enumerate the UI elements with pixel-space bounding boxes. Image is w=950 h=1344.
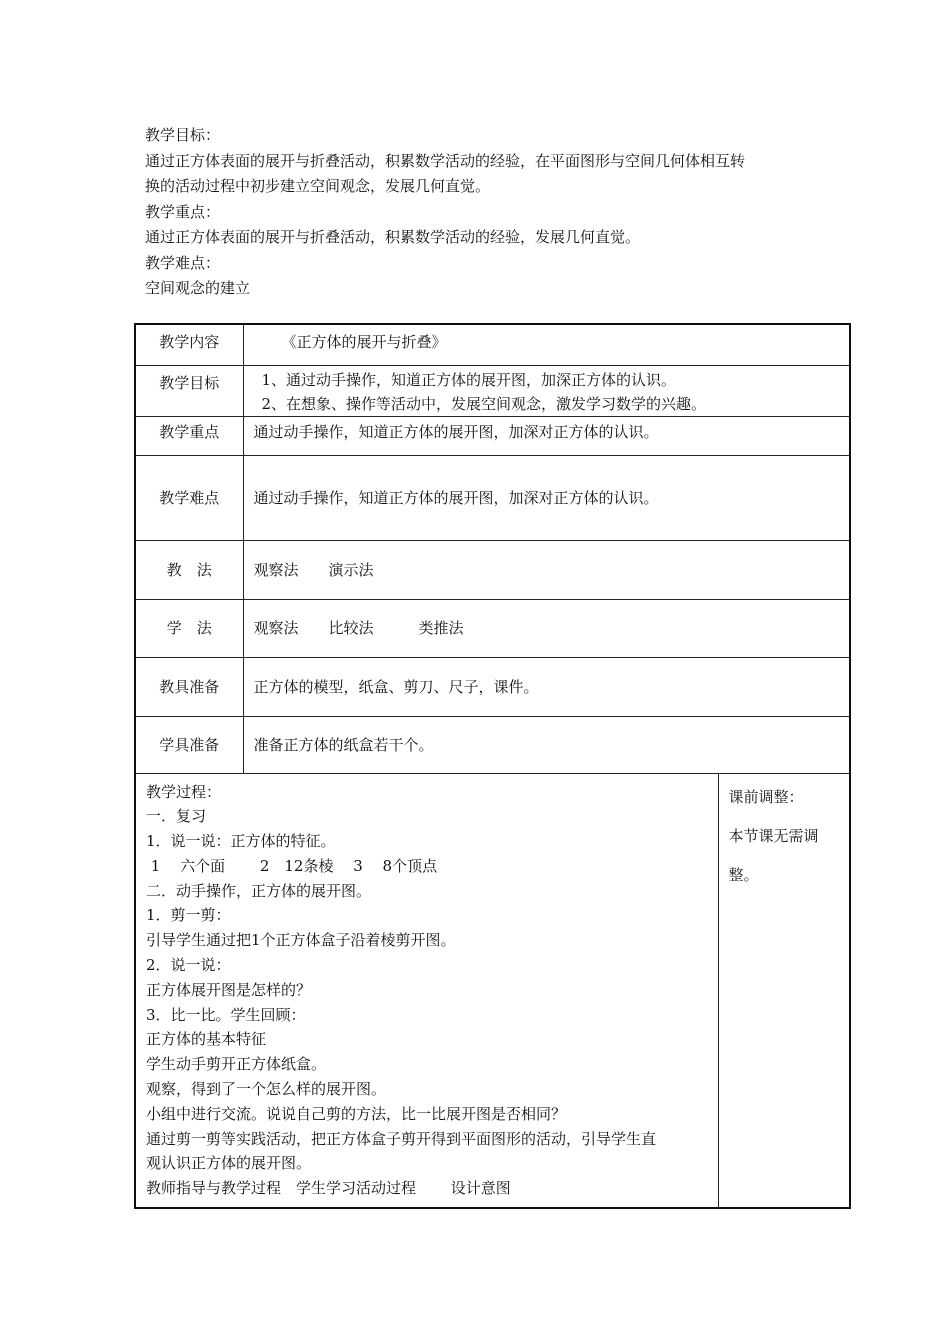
difficulty-value: 通过动手操作，知道正方体的展开图，加深对正方体的认识。 <box>243 455 850 540</box>
goals-line1: 1、通过动手操作，知道正方体的展开图，加深正方体的认识。 <box>261 370 677 389</box>
table-row <box>135 716 850 773</box>
table-row <box>135 324 850 365</box>
process-line: 正方体的基本特征 <box>146 1030 267 1049</box>
student-tools-value: 准备正方体的纸盒若干个。 <box>243 716 850 773</box>
goals-line2: 2、在想象、操作等活动中，发展空间观念，激发学习数学的兴趣。 <box>261 394 707 413</box>
process-line: 二．动手操作，正方体的展开图。 <box>146 881 372 900</box>
process-line: 观察，得到了一个怎么样的展开图。 <box>146 1080 387 1099</box>
process-line: 3．比一比。学生回顾： <box>146 1005 306 1024</box>
goal-text-line2: 换的活动过程中初步建立空间观念，发展几何直觉。 <box>145 177 491 195</box>
teaching-method-label: 教 法 <box>135 540 243 599</box>
process-line: 观认识正方体的展开图。 <box>146 1154 312 1173</box>
difficulty-heading: 教学难点： <box>145 253 221 272</box>
table-row <box>135 657 850 716</box>
difficulty-label: 教学难点 <box>135 455 243 540</box>
goal-text-line1: 通过正方体表面的展开与折叠活动，积累数学活动的经验，在平面图形与空间几何体相互转 <box>145 151 746 170</box>
table-row <box>135 540 850 599</box>
process-line: 通过剪一剪等实践活动，把正方体盒子剪开得到平面图形的活动，引导学生直 <box>146 1129 657 1148</box>
process-line: 1．说一说：正方体的特征。 <box>146 832 336 851</box>
adjustment-text-line1: 本节课无需调 <box>728 826 819 845</box>
process-line: 1．剪一剪： <box>146 906 231 925</box>
key-point-heading: 教学重点： <box>145 202 221 221</box>
process-line: 一．复习 <box>146 807 207 826</box>
table-row <box>135 416 850 455</box>
key-value: 通过动手操作，知道正方体的展开图，加深对正方体的认识。 <box>243 416 850 455</box>
content-label: 教学内容 <box>135 324 243 365</box>
key-point-text: 通过正方体表面的展开与折叠活动，积累数学活动的经验，发展几何直觉。 <box>145 228 641 246</box>
table-row <box>135 773 850 1208</box>
process-line: 教学过程： <box>146 782 222 801</box>
teaching-tools-value: 正方体的模型，纸盒、剪刀、尺子，课件。 <box>243 657 850 716</box>
teaching-process-cell <box>135 773 718 1208</box>
process-line: 2．说一说： <box>146 956 231 975</box>
goal-heading: 教学目标： <box>145 126 221 144</box>
teaching-tools-label: 教具准备 <box>135 657 243 716</box>
table-row <box>135 455 850 540</box>
process-line: 引导学生通过把1个正方体盒子沿着棱剪开图。 <box>146 931 456 950</box>
teaching-method-value: 观察法 演示法 <box>243 540 850 599</box>
goals-label: 教学目标 <box>135 365 243 416</box>
student-tools-label: 学具准备 <box>135 716 243 773</box>
process-line: 小组中进行交流。说说自己剪的方法，比一比展开图是否相同？ <box>146 1104 567 1123</box>
lesson-intro <box>145 123 825 302</box>
difficulty-text: 空间观念的建立 <box>145 279 251 297</box>
process-line: 学生动手剪开正方体纸盒。 <box>146 1055 327 1074</box>
lesson-plan-table <box>134 323 851 1209</box>
goals-value <box>243 365 850 416</box>
content-value: 《正方体的展开与折叠》 <box>243 324 850 365</box>
key-label: 教学重点 <box>135 416 243 455</box>
study-method-label: 学 法 <box>135 599 243 657</box>
adjustment-heading: 课前调整： <box>728 787 804 806</box>
adjustment-text-line2: 整。 <box>728 865 759 884</box>
table-row <box>135 365 850 416</box>
pre-class-adjustment-cell <box>718 773 850 1208</box>
study-method-value: 观察法 比较法 类推法 <box>243 599 850 657</box>
process-line: 教师指导与教学过程 学生学习活动过程 设计意图 <box>146 1179 511 1198</box>
process-line: 1 六个面 2 12条棱 3 8个顶点 <box>146 856 438 875</box>
process-line: 正方体展开图是怎样的？ <box>146 980 312 999</box>
table-row <box>135 599 850 657</box>
